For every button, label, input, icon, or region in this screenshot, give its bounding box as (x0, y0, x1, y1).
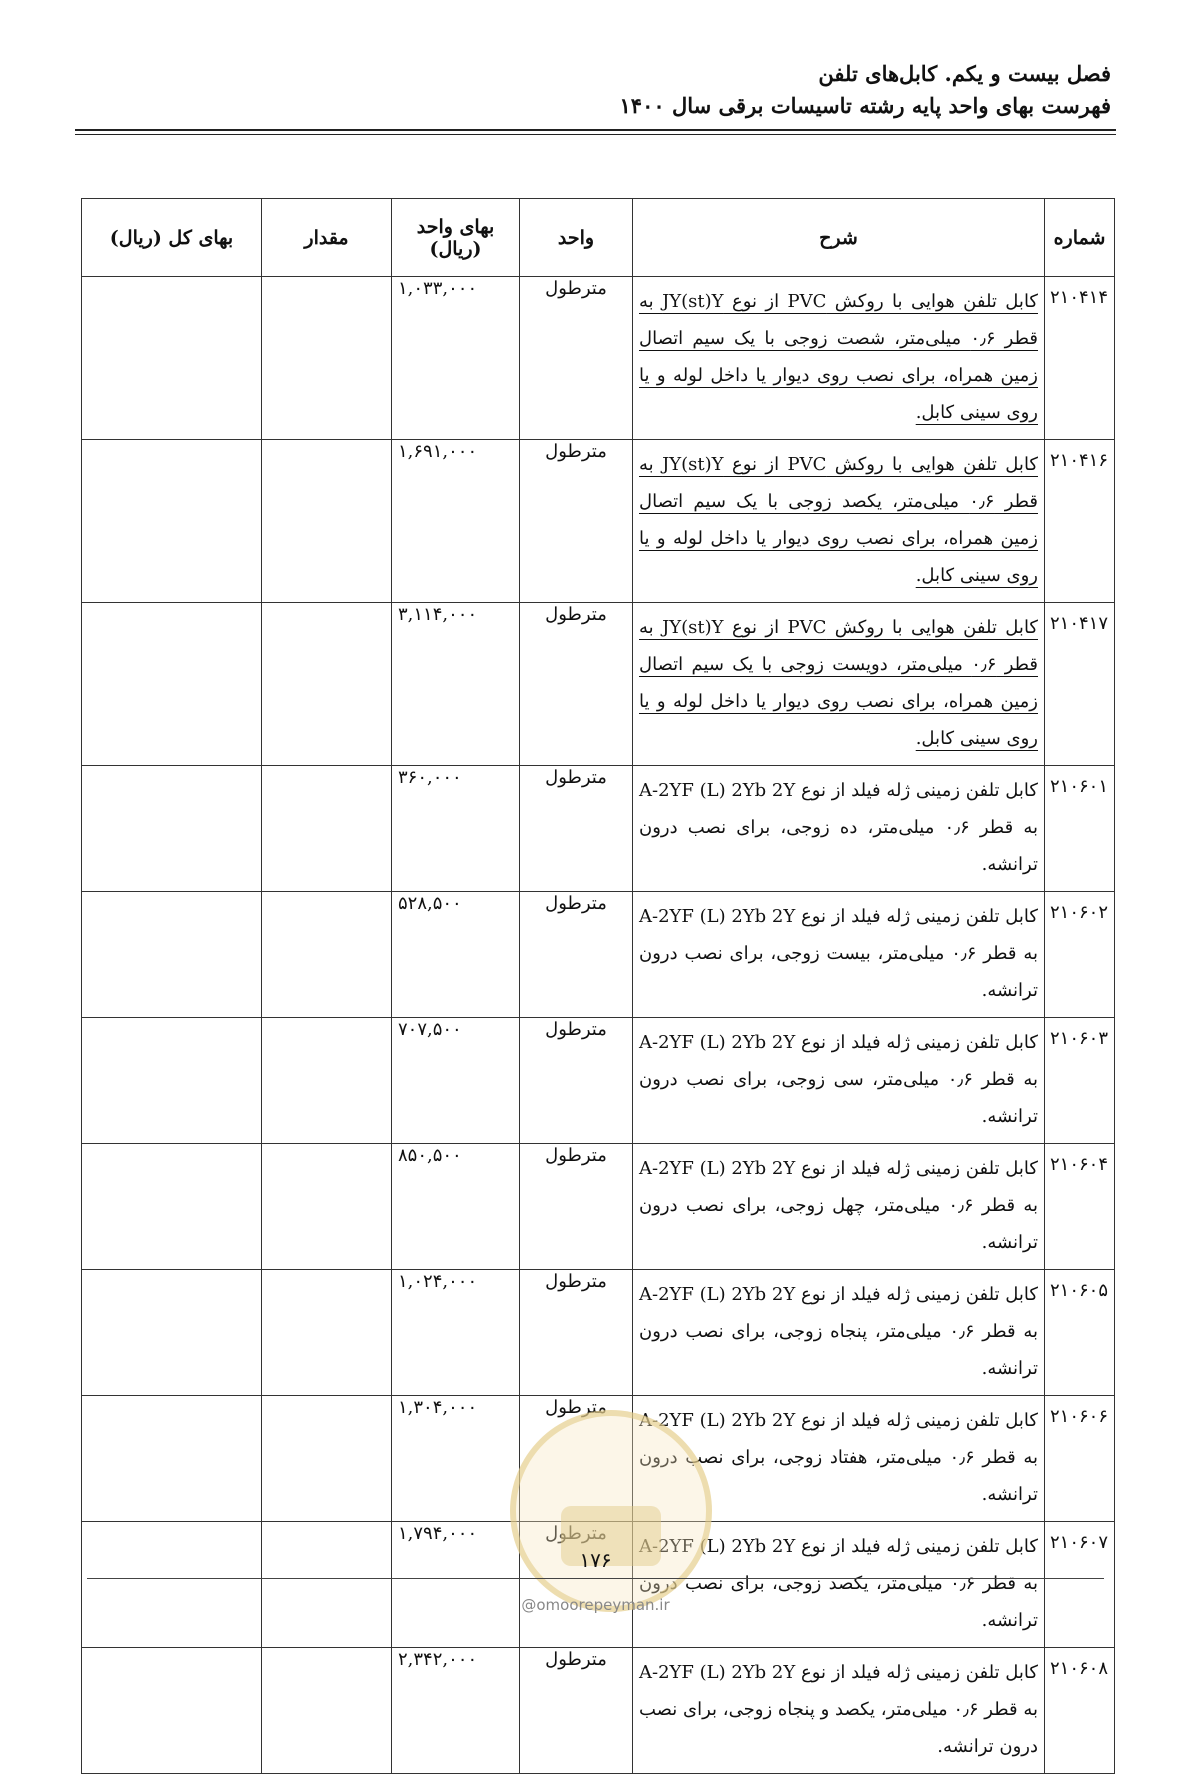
row-unit-price (392, 1018, 520, 1144)
row-unit-text: مترطول (545, 1649, 607, 1670)
row-description-text: کابل تلفن زمینی ژله فیلد از نوع A-2YF (L) 2Yb 2Y به قطر ۰٫۶ میلی‌متر، یکصد زوجی، برای نصب درون ترانشه. (638, 1536, 1038, 1631)
row-code-text: ۲۱۰۶۰۷ (1049, 1532, 1108, 1553)
row-code (1045, 1018, 1115, 1144)
row-unit-text: مترطول (545, 1019, 607, 1040)
header-rule (75, 129, 1116, 131)
row-code (1045, 440, 1115, 603)
row-description-text: کابل تلفن زمینی ژله فیلد از نوع A-2YF (L) 2Yb 2Y به قطر ۰٫۶ میلی‌متر، هفتاد زوجی، برای نصب درون ترانشه. (638, 1410, 1038, 1505)
row-unit-text: مترطول (545, 1397, 607, 1418)
header-rule-thin (75, 134, 1116, 135)
col-header-unit: واحد (520, 199, 633, 277)
row-code-text: ۲۱۰۶۰۳ (1049, 1028, 1108, 1049)
row-unit-price (392, 603, 520, 766)
row-unit-price-text: ۳۶۰,۰۰۰ (398, 767, 462, 788)
col-header-code: شماره (1045, 199, 1115, 277)
row-unit-price (392, 892, 520, 1018)
row-code (1045, 1270, 1115, 1396)
row-quantity (262, 1648, 392, 1774)
page-number: ۱۷۶ (579, 1548, 612, 1572)
row-description (633, 1018, 1045, 1144)
table-row (82, 440, 1115, 603)
row-total (82, 603, 262, 766)
table-row (82, 1270, 1115, 1396)
row-description (633, 892, 1045, 1018)
row-unit-price-text: ۱,۶۹۱,۰۰۰ (398, 441, 478, 462)
row-quantity (262, 892, 392, 1018)
row-quantity (262, 1144, 392, 1270)
row-total (82, 1396, 262, 1522)
publisher-seal (510, 1410, 712, 1612)
row-unit-price-text: ۸۵۰,۵۰۰ (398, 1145, 462, 1166)
row-description-text: کابل تلفن زمینی ژله فیلد از نوع A-2YF (L) 2Yb 2Y به قطر ۰٫۶ میلی‌متر، ده زوجی، برای نصب درون ترانشه. (638, 780, 1038, 875)
chapter-title: فصل بیست و یکم. کابل‌های تلفن (818, 61, 1111, 86)
row-total (82, 892, 262, 1018)
row-code (1045, 1396, 1115, 1522)
row-code (1045, 1648, 1115, 1774)
row-unit-price-text: ۷۰۷,۵۰۰ (398, 1019, 462, 1040)
row-unit-price (392, 1270, 520, 1396)
row-description-text: کابل تلفن هوایی با روکش PVC از نوع JY(st)Y به قطر ۰٫۶ میلی‌متر، شصت زوجی با یک سیم اتصال زمین همراه، برای نصب روی دیوار یا داخل لوله و یا روی سینی کابل. (639, 291, 1038, 423)
row-description-text: کابل تلفن زمینی ژله فیلد از نوع A-2YF (L) 2Yb 2Y به قطر ۰٫۶ میلی‌متر، یکصد و پنجاه زوجی، برای نصب درون ترانشه. (638, 1662, 1039, 1757)
row-code-text: ۲۱۰۶۰۲ (1049, 902, 1108, 923)
table-row (82, 1144, 1115, 1270)
row-quantity (262, 766, 392, 892)
row-total (82, 766, 262, 892)
row-description-text: کابل تلفن زمینی ژله فیلد از نوع A-2YF (L) 2Yb 2Y به قطر ۰٫۶ میلی‌متر، سی زوجی، برای نصب درون ترانشه. (638, 1032, 1038, 1127)
row-code-text: ۲۱۰۶۰۸ (1049, 1658, 1108, 1679)
row-code (1045, 766, 1115, 892)
table-row (82, 1648, 1115, 1774)
row-unit-price-text: ۳,۱۱۴,۰۰۰ (398, 604, 478, 625)
document-title: فهرست بهای واحد پایه رشته تاسیسات برقی سال ۱۴۰۰ (619, 93, 1111, 118)
row-total (82, 1270, 262, 1396)
col-header-unit-price: بهای واحد (ریال) (392, 199, 520, 277)
row-unit-text: مترطول (545, 1145, 607, 1166)
row-description (633, 1144, 1045, 1270)
col-header-description: شرح (633, 199, 1045, 277)
col-header-quantity: مقدار (262, 199, 392, 277)
row-description (633, 603, 1045, 766)
row-total (82, 1018, 262, 1144)
row-unit-text: مترطول (545, 278, 607, 299)
row-unit-text: مترطول (545, 604, 607, 625)
row-description (633, 1648, 1045, 1774)
row-description-text: کابل تلفن زمینی ژله فیلد از نوع A-2YF (L) 2Yb 2Y به قطر ۰٫۶ میلی‌متر، پنجاه زوجی، برای نصب درون ترانشه. (638, 1284, 1038, 1379)
row-unit (520, 1018, 633, 1144)
table-row (82, 892, 1115, 1018)
table-row (82, 766, 1115, 892)
row-unit-price-text: ۵۲۸,۵۰۰ (398, 893, 462, 914)
row-total (82, 440, 262, 603)
row-unit-price-text: ۱,۷۹۴,۰۰۰ (398, 1523, 478, 1544)
table-row (82, 277, 1115, 440)
row-description-text: کابل تلفن زمینی ژله فیلد از نوع A-2YF (L) 2Yb 2Y به قطر ۰٫۶ میلی‌متر، چهل زوجی، برای نصب درون ترانشه. (638, 1158, 1038, 1253)
row-quantity (262, 1270, 392, 1396)
row-total (82, 1522, 262, 1648)
footer-rule (87, 1578, 1104, 1579)
row-unit-price (392, 277, 520, 440)
row-code-text: ۲۱۰۶۰۶ (1049, 1406, 1108, 1427)
row-quantity (262, 603, 392, 766)
row-unit-price-text: ۱,۰۳۳,۰۰۰ (398, 278, 478, 299)
page-header (71, 58, 1111, 122)
col-header-total: بهای کل (ریال) (82, 199, 262, 277)
row-unit-price (392, 440, 520, 603)
row-total (82, 1144, 262, 1270)
website-watermark: @omoorepeyman.ir (521, 1596, 670, 1614)
row-code-text: ۲۱۰۶۰۴ (1049, 1154, 1108, 1175)
row-description-text: کابل تلفن زمینی ژله فیلد از نوع A-2YF (L) 2Yb 2Y به قطر ۰٫۶ میلی‌متر، بیست زوجی، برای نصب درون ترانشه. (638, 906, 1039, 1001)
table-header-row (82, 199, 1115, 277)
row-unit (520, 440, 633, 603)
row-description (633, 277, 1045, 440)
row-quantity (262, 1018, 392, 1144)
row-unit-price (392, 766, 520, 892)
row-quantity (262, 1396, 392, 1522)
row-unit-price-text: ۱,۰۲۴,۰۰۰ (398, 1271, 478, 1292)
row-unit (520, 1144, 633, 1270)
row-quantity (262, 440, 392, 603)
row-code (1045, 1522, 1115, 1648)
row-quantity (262, 1522, 392, 1648)
row-unit (520, 603, 633, 766)
row-unit-text: مترطول (545, 441, 607, 462)
table-row (82, 1018, 1115, 1144)
row-unit-price (392, 1522, 520, 1648)
row-unit-text: مترطول (545, 1523, 607, 1544)
row-unit (520, 277, 633, 440)
row-description (633, 1270, 1045, 1396)
row-total (82, 1648, 262, 1774)
row-unit (520, 1270, 633, 1396)
row-unit-price (392, 1144, 520, 1270)
row-unit (520, 892, 633, 1018)
row-code-text: ۲۱۰۴۱۶ (1049, 450, 1108, 471)
row-description (633, 766, 1045, 892)
row-unit-price-text: ۲,۳۴۲,۰۰۰ (398, 1649, 478, 1670)
row-code-text: ۲۱۰۴۱۷ (1049, 613, 1108, 634)
row-unit-text: مترطول (545, 893, 607, 914)
row-code (1045, 892, 1115, 1018)
row-description-text: کابل تلفن هوایی با روکش PVC از نوع JY(st)Y به قطر ۰٫۶ میلی‌متر، یکصد زوجی با یک سیم اتصال زمین همراه، برای نصب روی دیوار یا داخل لوله و یا روی سینی کابل. (639, 454, 1038, 586)
row-code-text: ۲۱۰۴۱۴ (1049, 287, 1108, 308)
row-unit (520, 766, 633, 892)
row-code (1045, 603, 1115, 766)
row-unit-text: مترطول (545, 1271, 607, 1292)
row-code (1045, 277, 1115, 440)
row-unit (520, 1648, 633, 1774)
row-code-text: ۲۱۰۶۰۱ (1049, 776, 1108, 797)
row-unit-price (392, 1648, 520, 1774)
row-unit-text: مترطول (545, 767, 607, 788)
row-code-text: ۲۱۰۶۰۵ (1049, 1280, 1108, 1301)
row-quantity (262, 277, 392, 440)
row-unit-price (392, 1396, 520, 1522)
row-total (82, 277, 262, 440)
row-code (1045, 1144, 1115, 1270)
row-unit-price-text: ۱,۳۰۴,۰۰۰ (398, 1397, 478, 1418)
table-row (82, 603, 1115, 766)
row-description-text: کابل تلفن هوایی با روکش PVC از نوع JY(st)Y به قطر ۰٫۶ میلی‌متر، دویست زوجی با یک سیم اتصال زمین همراه، برای نصب روی دیوار یا داخل لوله و یا روی سینی کابل. (639, 617, 1038, 749)
row-description (633, 440, 1045, 603)
